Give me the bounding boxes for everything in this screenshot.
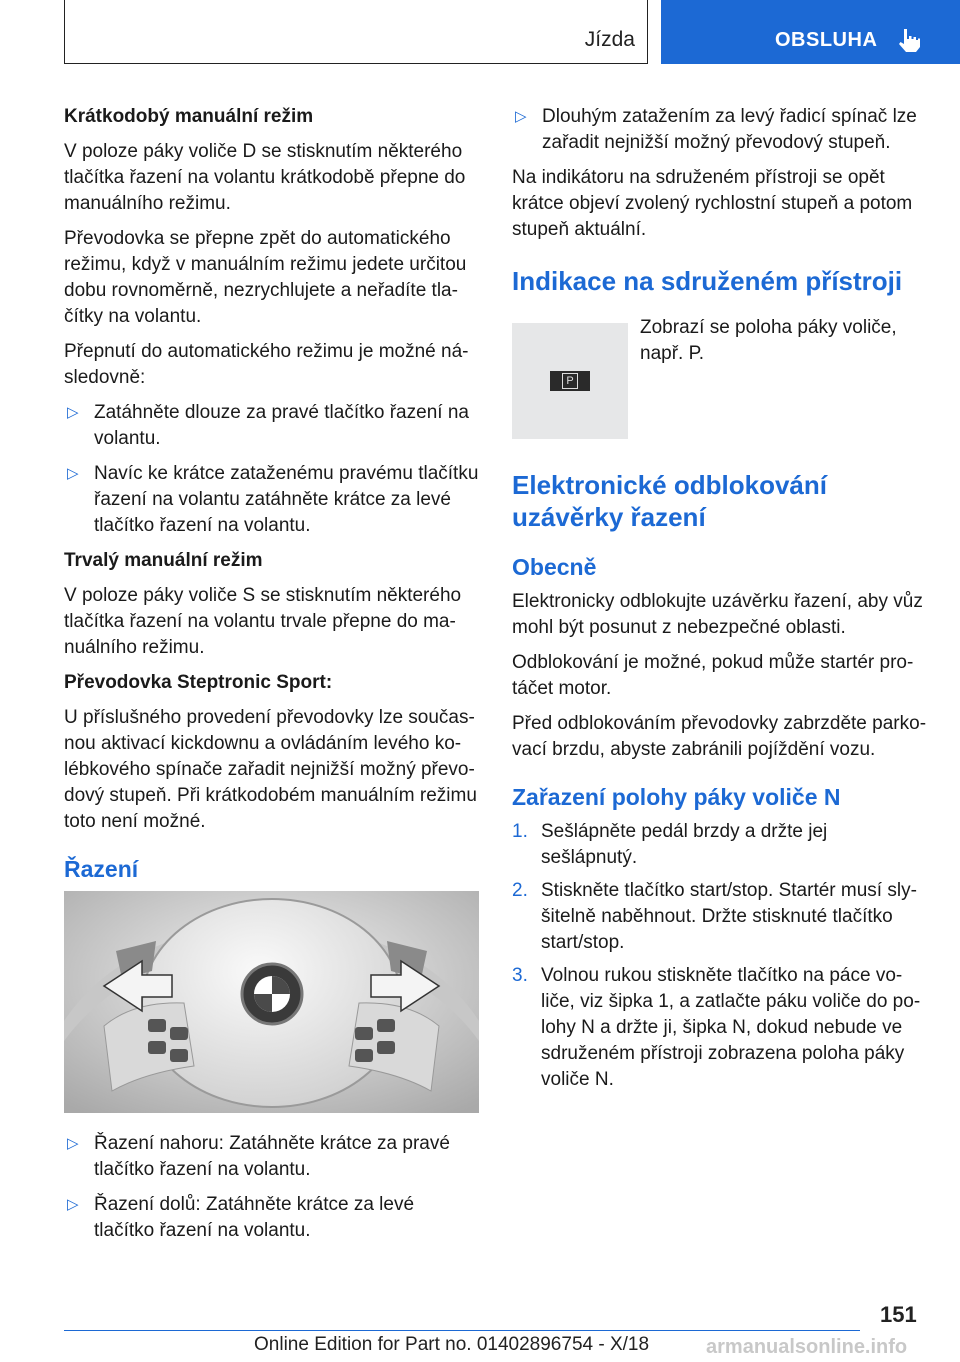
bullet-item xyxy=(512,104,926,156)
bullet-marker-icon: ▷ xyxy=(67,1196,79,1213)
footer-watermark: armanualsonline.info xyxy=(706,1336,908,1358)
bullet-item xyxy=(64,1192,479,1244)
paragraph: Zobrazí se poloha páky voliče, např. P. xyxy=(640,317,897,364)
heading-electronic-unlock: Elektronické odblokování uzávěrky řazení xyxy=(512,470,827,532)
step-number: 3. xyxy=(512,965,528,986)
footer-divider xyxy=(64,1330,860,1331)
left-column xyxy=(64,104,479,1253)
paragraph: Odblokování je možné, pokud může startér protáčet motor. xyxy=(512,652,914,699)
numbered-step xyxy=(512,963,926,1093)
numbered-step xyxy=(512,878,926,956)
gear-indicator-icon xyxy=(550,371,590,391)
bullet-item xyxy=(64,461,479,539)
paragraph: V poloze páky voliče D se stisknutím některého tlačítka řazení na volantu krátkodobě přepne do manuálního režimu. xyxy=(64,141,466,214)
cluster-indicator-image xyxy=(512,323,628,439)
numbered-step xyxy=(512,819,926,871)
paragraph: Na indikátoru na sdruženém přístroji se opět krátce objeví zvolený rychlostní stupeň a potom stupeň aktuální. xyxy=(512,167,913,240)
heading-general: Obecně xyxy=(512,554,597,580)
bullet-text: Řazení nahoru: Zatáhněte krátce za pravé tlačítko řazení na volantu. xyxy=(94,1133,450,1180)
heading-razeni: Řazení xyxy=(64,856,139,882)
heading-permanent-manual: Trvalý manuální režim xyxy=(64,550,263,571)
bullet-item xyxy=(64,1131,479,1183)
step-number: 2. xyxy=(512,880,528,901)
bullet-marker-icon: ▷ xyxy=(67,465,79,482)
bullet-marker-icon: ▷ xyxy=(515,108,527,125)
step-text: Sešlápněte pedál brzdy a držte jej sešlápnutý. xyxy=(541,821,828,868)
paragraph: Převodovka se přepne zpět do automatického režimu, když v manuálním režimu jedete určitou dobu rovnoměrně, nezrychlujete a neřadíte tlačítky na volantu. xyxy=(64,228,467,327)
paragraph: Přepnutí do automatického režimu je možné následovně: xyxy=(64,341,469,388)
hand-pointer-icon xyxy=(895,25,923,53)
paragraph: V poloze páky voliče S se stisknutím některého tlačítka řazení na volantu trvale přepne do manuálního režimu. xyxy=(64,585,462,658)
gear-letter: P xyxy=(562,373,578,389)
footer-edition: Online Edition for Part no. 01402896754 - X/18 xyxy=(254,1334,650,1355)
cluster-indicator-row xyxy=(512,315,926,447)
right-column xyxy=(512,104,926,1100)
page-number: 151 xyxy=(880,1302,917,1327)
chapter-tab-label: OBSLUHA xyxy=(775,29,878,51)
heading-steptronic-sport: Převodovka Steptronic Sport: xyxy=(64,672,333,693)
bullet-text: Navíc ke krátce zataženému pravému tlačítku řazení na volantu zatáhněte krátce za levé tlačítko řazení na volantu. xyxy=(94,463,479,536)
bullet-marker-icon: ▷ xyxy=(67,404,79,421)
bullet-text: Řazení dolů: Zatáhněte krátce za levé tlačítko řazení na volantu. xyxy=(94,1194,415,1241)
step-number: 1. xyxy=(512,821,528,842)
bullet-item xyxy=(64,400,479,452)
header-section-box xyxy=(64,0,648,64)
bullet-text: Zatáhněte dlouze za pravé tlačítko řazení na volantu. xyxy=(94,402,469,449)
heading-indication-cluster: Indikace na sdruženém přístroji xyxy=(512,266,903,296)
paragraph: Elektronicky odblokujte uzávěrku řazení, aby vůz mohl být posunut z nebezpečné oblasti. xyxy=(512,591,923,638)
heading-select-n: Zařazení polohy páky voliče N xyxy=(512,784,841,810)
steering-wheel-illustration xyxy=(64,891,479,1113)
bullet-text: Dlouhým zatažením za levý řadicí spínač lze zařadit nejnižší možný převodový stupeň. xyxy=(542,106,917,153)
paragraph: U příslušného provedení převodovky lze současnou aktivací kickdownu a ovládáním levého kolébkového spínače zařadit nejnižší možný převodový stupeň. Při krátkodobém manuálním režimu toto není možné. xyxy=(64,707,477,832)
paragraph: Před odblokováním převodovky zabrzděte parkovací brzdu, abyste zabránili pojíždění vozu. xyxy=(512,713,927,760)
section-title: Jízda xyxy=(584,28,635,51)
chapter-tab[interactable] xyxy=(661,0,960,64)
bullet-marker-icon: ▷ xyxy=(67,1135,79,1152)
heading-short-manual: Krátkodobý manuální režim xyxy=(64,106,314,127)
step-text: Stiskněte tlačítko start/stop. Startér musí slyšitelně naběhnout. Držte stisknuté tlačítko start/stop. xyxy=(541,880,917,953)
step-text: Volnou rukou stiskněte tlačítko na páce voliče, viz šipka 1, a zatlačte páku voliče do polohy N a držte ji, šipka N, dokud nebude ve sdruženém přístroji zobrazena poloha páky voliče N. xyxy=(541,965,921,1090)
